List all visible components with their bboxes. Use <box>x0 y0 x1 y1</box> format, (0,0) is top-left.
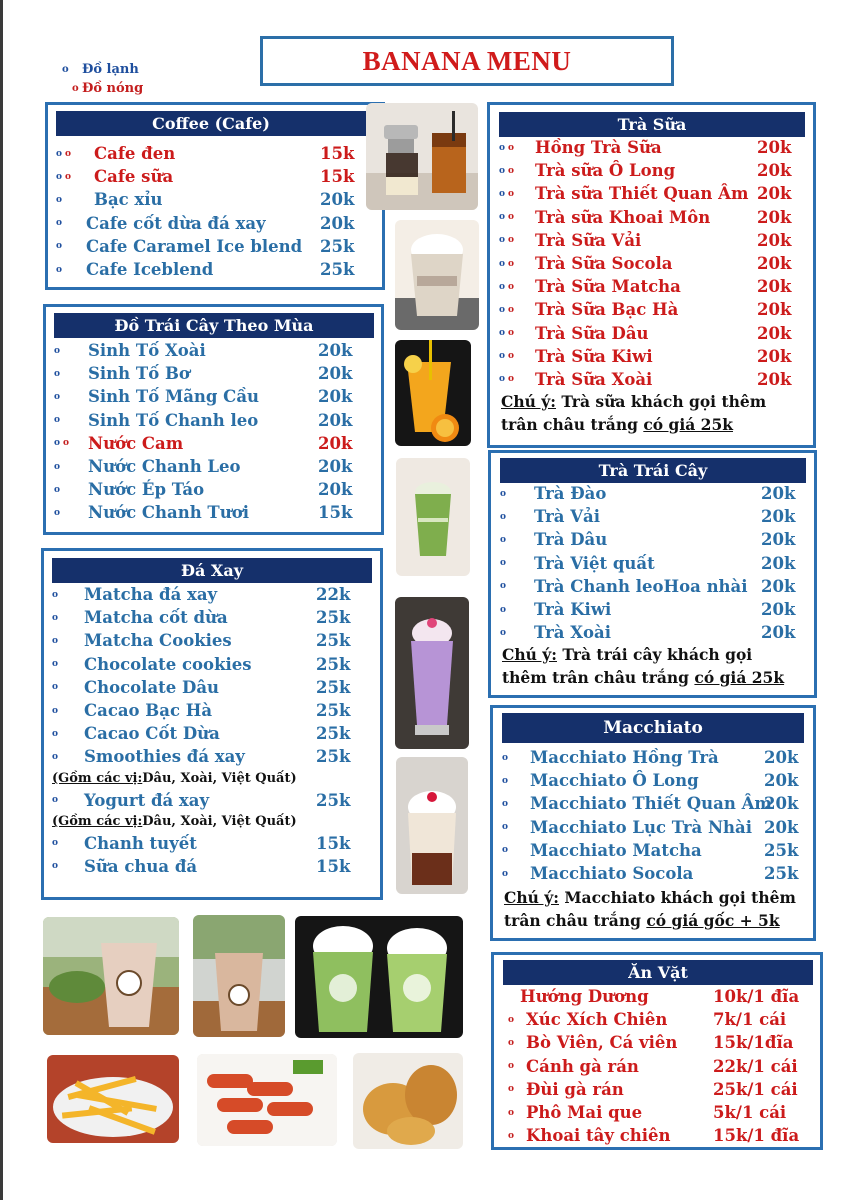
item-price: 20k <box>761 484 796 504</box>
layered-drink-photo <box>396 757 468 894</box>
menu-item <box>56 188 376 211</box>
milk-tea-cup-photo-2 <box>193 915 285 1037</box>
menu-item <box>54 501 374 524</box>
flavor-note <box>52 769 372 789</box>
item-price: 20k <box>764 794 799 814</box>
note-text: thêm trân châu trắng <box>502 668 695 687</box>
item-name: Chanh tuyết <box>84 833 197 853</box>
tra-trai-cay-section <box>488 450 817 698</box>
item-price: 25k <box>316 747 351 767</box>
cold-dot-icon: o <box>52 795 59 806</box>
cold-dot-icon: o <box>502 752 509 763</box>
page-edge <box>0 0 3 1200</box>
flavor-note-text: Dâu, Xoài, Việt Quất) <box>142 771 297 786</box>
an-vat-section <box>491 952 823 1150</box>
item-price: 20k <box>318 480 353 500</box>
item-price: 20k <box>757 230 792 250</box>
item-name: Trà Sữa Socola <box>535 254 673 274</box>
menu-item <box>499 322 809 345</box>
item-price: 5k/1 cái <box>713 1103 787 1123</box>
legend-cold <box>62 60 143 79</box>
item-name: Smoothies đá xay <box>84 747 245 767</box>
cream-drink-photo <box>395 220 479 330</box>
hot-dot-icon: o <box>508 1037 515 1048</box>
menu-item <box>508 1008 818 1031</box>
menu-item <box>500 482 810 505</box>
fruit-header: Đồ Trái Cây Theo Mùa <box>54 313 374 338</box>
cold-hot-dots-icon: o o <box>499 142 515 153</box>
matcha-cups-photo <box>295 916 463 1038</box>
item-name: Sinh Tố Bơ <box>88 364 190 384</box>
menu-title: BANANA MENU <box>362 45 572 76</box>
cold-dot-icon: o <box>500 534 507 545</box>
menu-item <box>502 792 812 815</box>
cold-dot-icon: o <box>500 604 507 615</box>
menu-item <box>502 862 812 885</box>
item-price: 15k <box>320 167 355 187</box>
item-name: Trà Vải <box>534 507 600 527</box>
item-name: Macchiato Matcha <box>530 840 702 860</box>
an-vat-header: Ăn Vặt <box>503 960 813 985</box>
menu-item <box>500 552 810 575</box>
item-price: 25k/1 cái <box>713 1079 798 1099</box>
item-price: 20k <box>757 184 792 204</box>
cold-hot-dots-icon: o o <box>499 165 515 176</box>
menu-item <box>500 528 810 551</box>
item-name: Bò Viên, Cá viên <box>526 1033 678 1053</box>
cold-dot-icon: o <box>500 627 507 638</box>
item-name: Trà Sữa Bạc Hà <box>535 300 679 320</box>
item-price: 20k <box>757 300 792 320</box>
item-price: 20k <box>757 323 792 343</box>
item-name: Trà Sữa Vải <box>535 230 642 250</box>
item-price: 20k <box>318 410 353 430</box>
item-price: 25k <box>316 701 351 721</box>
note-text: trân châu trắng <box>501 415 644 434</box>
menu-item <box>499 252 809 275</box>
cold-dot-icon: o <box>54 415 61 426</box>
legend <box>62 60 143 98</box>
menu-item <box>500 598 810 621</box>
item-price: 20k <box>318 433 353 453</box>
menu-item <box>508 985 818 1008</box>
item-price: 20k <box>320 190 355 210</box>
cold-hot-dots-icon: o o <box>499 328 515 339</box>
item-name: Trà Xoài <box>534 623 611 643</box>
menu-item <box>499 136 809 159</box>
item-name: Cafe Iceblend <box>86 260 214 280</box>
menu-item <box>499 298 809 321</box>
hot-dot-icon: o <box>508 1084 515 1095</box>
cold-dot-icon: o <box>52 682 59 693</box>
menu-item <box>56 212 376 235</box>
menu-item <box>52 832 372 855</box>
cold-dot-icon: o <box>52 612 59 623</box>
item-name: Nước Chanh Tươi <box>88 503 249 523</box>
macchiato-section <box>490 705 816 941</box>
menu-item <box>54 478 374 501</box>
item-name: Cánh gà rán <box>526 1056 639 1076</box>
item-price: 15k/1 đĩa <box>713 1126 800 1146</box>
cold-dot-icon: o <box>502 798 509 809</box>
flavor-note-text: Dâu, Xoài, Việt Quất) <box>142 814 297 830</box>
cold-dot-icon: o <box>52 705 59 716</box>
coffee-list <box>56 142 376 281</box>
cold-dot-icon: o <box>52 861 59 872</box>
cold-hot-dots-icon: o o <box>499 188 515 199</box>
menu-item <box>508 1031 818 1054</box>
item-name: Trà sữa Khoai Môn <box>535 207 711 227</box>
cold-dot-icon: o <box>52 838 59 849</box>
item-price: 15k <box>316 833 351 853</box>
note-label: Chú ý: <box>501 392 556 411</box>
menu-item <box>52 606 372 629</box>
menu-item <box>502 746 812 769</box>
flavor-note <box>52 812 372 832</box>
tra-sua-list <box>499 136 809 391</box>
menu-item <box>52 653 372 676</box>
item-name: Phô Mai que <box>526 1103 643 1123</box>
item-name: Nước Chanh Leo <box>88 457 241 477</box>
note-text: trân châu trắng <box>504 911 647 930</box>
item-price: 20k <box>761 600 796 620</box>
item-price: 25k <box>320 260 355 280</box>
menu-item <box>54 362 374 385</box>
cold-dot-icon: o <box>56 264 63 275</box>
item-name: Cafe đen <box>94 144 176 164</box>
item-name: Hướng Dương <box>520 987 649 1007</box>
coffee-header: Coffee (Cafe) <box>56 111 366 136</box>
menu-item <box>52 699 372 722</box>
item-price: 20k <box>757 277 792 297</box>
item-price: 20k <box>761 530 796 550</box>
item-name: Bạc xỉu <box>94 190 163 210</box>
item-name: Matcha đá xay <box>84 585 218 605</box>
menu-item <box>508 1124 818 1147</box>
menu-item <box>499 159 809 182</box>
note-label: Chú ý: <box>502 645 557 664</box>
da-xay-header: Đá Xay <box>52 558 372 583</box>
note-text: Trà sữa khách gọi thêm <box>556 392 767 411</box>
tra-trai-cay-header: Trà Trái Cây <box>500 458 806 483</box>
cold-dot-icon: o <box>500 581 507 592</box>
cold-dot-icon: o <box>54 391 61 402</box>
item-name: Cacao Cốt Dừa <box>84 724 220 744</box>
sausages-photo <box>197 1054 337 1146</box>
item-price: 20k <box>318 364 353 384</box>
cold-hot-dots-icon: o o <box>56 171 72 182</box>
menu-item <box>52 789 372 812</box>
menu-item <box>508 1055 818 1078</box>
item-price: 25k <box>764 840 799 860</box>
item-name: Cafe cốt dừa đá xay <box>86 213 266 233</box>
legend-cold-label: Đồ lạnh <box>82 62 139 77</box>
menu-item <box>54 409 374 432</box>
menu-item <box>499 182 809 205</box>
cold-dot-icon: o <box>500 511 507 522</box>
menu-item <box>502 839 812 862</box>
macchiato-list <box>502 746 812 885</box>
cold-hot-dots-icon: o o <box>499 351 515 362</box>
flavor-note-label: (Gồm các vị: <box>52 814 143 830</box>
item-price: 20k <box>757 161 792 181</box>
note-text: Macchiato khách gọi thêm <box>559 888 796 907</box>
cold-dot-icon: o <box>56 194 63 205</box>
menu-item <box>54 455 374 478</box>
item-name: Cacao Bạc Hà <box>84 701 213 721</box>
item-price: 22k/1 cái <box>713 1056 798 1076</box>
menu-item <box>52 629 372 652</box>
item-name: Trà Việt quất <box>534 553 655 573</box>
item-price: 20k <box>318 341 353 361</box>
menu-item <box>52 855 372 878</box>
item-price: 15k <box>316 856 351 876</box>
item-price: 20k <box>757 207 792 227</box>
menu-item <box>52 676 372 699</box>
item-name: Trà Sữa Xoài <box>535 369 653 389</box>
item-name: Macchiato Thiết Quan Âm <box>530 794 772 814</box>
fruit-section <box>43 304 384 535</box>
menu-item <box>52 745 372 768</box>
cold-dot-icon: o <box>502 868 509 879</box>
menu-item <box>500 621 810 644</box>
item-price: 25k <box>316 790 351 810</box>
item-price: 20k <box>320 213 355 233</box>
cold-dot-icon: o <box>52 635 59 646</box>
menu-item <box>500 505 810 528</box>
note-text: Trà trái cây khách gọi <box>557 645 753 664</box>
tra-sua-section <box>487 102 816 448</box>
fruit-list <box>54 339 374 525</box>
item-name: Chocolate Dâu <box>84 677 220 697</box>
cold-dot-icon: o <box>500 558 507 569</box>
cold-dot-icon: o <box>56 241 63 252</box>
item-price: 25k <box>316 654 351 674</box>
item-name: Cafe Caramel Ice blend <box>86 236 303 256</box>
item-name: Macchiato Lục Trà Nhài <box>530 817 753 837</box>
menu-item <box>500 575 810 598</box>
cold-dot-icon: o <box>54 368 61 379</box>
item-price: 20k <box>761 553 796 573</box>
tra-trai-cay-list <box>500 482 810 644</box>
hot-dot-icon: o <box>508 1014 515 1025</box>
cold-dot-icon: o <box>52 728 59 739</box>
item-name: Sinh Tố Chanh leo <box>88 410 259 430</box>
menu-item <box>499 229 809 252</box>
hot-dot-icon: o <box>508 1130 515 1141</box>
item-price: 25k <box>320 236 355 256</box>
cold-hot-dots-icon: o o <box>54 438 70 449</box>
menu-item <box>54 339 374 362</box>
item-name: Matcha Cookies <box>84 631 232 651</box>
item-price: 7k/1 cái <box>713 1010 787 1030</box>
item-price: 20k <box>761 576 796 596</box>
cold-dot-icon: o <box>52 589 59 600</box>
item-price: 25k <box>316 608 351 628</box>
item-name: Sinh Tố Xoài <box>88 341 206 361</box>
item-name: Sữa chua đá <box>84 856 198 876</box>
cold-dot-icon: o <box>52 751 59 762</box>
cold-hot-dots-icon: o o <box>499 304 515 315</box>
item-name: Hồng Trà Sữa <box>535 138 662 158</box>
matcha-drink-photo <box>396 458 470 576</box>
item-name: Yogurt đá xay <box>84 790 210 810</box>
item-price: 15k/1đĩa <box>713 1033 794 1053</box>
item-price: 15k <box>320 144 355 164</box>
item-price: 20k <box>757 369 792 389</box>
cold-hot-dots-icon: o o <box>499 258 515 269</box>
menu-item <box>54 385 374 408</box>
cold-dot-icon: o <box>500 488 507 499</box>
menu-item <box>508 1101 818 1124</box>
item-price: 25k <box>316 631 351 651</box>
menu-item <box>502 769 812 792</box>
cold-dot-icon: o <box>502 822 509 833</box>
item-price: 10k/1 đĩa <box>713 987 800 1007</box>
item-name: Trà sữa Thiết Quan Âm <box>535 184 749 204</box>
item-name: Trà Đào <box>534 484 607 504</box>
legend-hot-label: Đồ nóng <box>82 81 144 96</box>
item-name: Trà Chanh leoHoa nhài <box>534 576 748 596</box>
item-name: Xúc Xích Chiên <box>526 1010 668 1030</box>
item-name: Trà Sữa Kiwi <box>535 346 653 366</box>
menu-item <box>52 583 372 606</box>
item-price: 20k <box>761 623 796 643</box>
menu-item <box>508 1078 818 1101</box>
cold-dot-icon: o <box>54 345 61 356</box>
cold-dot-icon: o <box>52 659 59 670</box>
note-price: có giá 25k <box>694 668 785 687</box>
note-price: có giá 25k <box>643 415 733 434</box>
note-price: có giá gốc + 5k <box>646 911 780 930</box>
legend-hot <box>62 79 143 98</box>
item-name: Đùi gà rán <box>526 1079 624 1099</box>
cold-hot-dots-icon: o o <box>499 281 515 292</box>
menu-item <box>56 258 376 281</box>
menu-item <box>52 722 372 745</box>
item-name: Nước Ép Táo <box>88 480 205 500</box>
hot-dot-icon: o <box>508 1107 515 1118</box>
cold-hot-dots-icon: o o <box>499 212 515 223</box>
purple-smoothie-photo <box>395 597 469 749</box>
note-label: Chú ý: <box>504 888 559 907</box>
cold-hot-dots-icon: o o <box>499 374 515 385</box>
milk-tea-cup-photo-1 <box>43 917 179 1035</box>
cold-dot-icon: o <box>502 775 509 786</box>
fried-chicken-photo <box>353 1053 463 1149</box>
hot-dot-icon: o <box>72 83 79 94</box>
hot-dot-icon: o <box>508 1061 515 1072</box>
menu-item <box>502 816 812 839</box>
tra-sua-note <box>501 390 766 436</box>
an-vat-list <box>508 985 818 1147</box>
cold-dot-icon: o <box>54 484 61 495</box>
item-name: Trà sữa Ô Long <box>535 161 676 181</box>
item-name: Chocolate cookies <box>84 654 252 674</box>
menu-item <box>56 235 376 258</box>
item-price: 20k <box>764 748 799 768</box>
french-fries-photo <box>47 1055 179 1143</box>
cold-dot-icon: o <box>62 64 69 75</box>
coffee-photo <box>366 103 478 210</box>
item-name: Trà Sữa Matcha <box>535 277 681 297</box>
menu-item <box>499 345 809 368</box>
item-name: Cafe sữa <box>94 167 174 187</box>
item-price: 25k <box>764 864 799 884</box>
item-price: 20k <box>318 457 353 477</box>
item-name: Trà Dâu <box>534 530 608 550</box>
menu-item <box>499 275 809 298</box>
item-name: Macchiato Socola <box>530 864 694 884</box>
menu-item <box>499 368 809 391</box>
cold-dot-icon: o <box>56 218 63 229</box>
item-name: Trà Kiwi <box>534 600 612 620</box>
item-price: 25k <box>316 677 351 697</box>
macchiato-header: Macchiato <box>502 713 804 743</box>
item-name: Matcha cốt dừa <box>84 608 228 628</box>
menu-item <box>56 142 376 165</box>
tra-trai-cay-note <box>502 643 784 689</box>
cold-hot-dots-icon: o o <box>56 148 72 159</box>
item-price: 20k <box>761 507 796 527</box>
item-name: Sinh Tố Mãng Cầu <box>88 387 260 407</box>
item-price: 20k <box>757 254 792 274</box>
menu-item <box>56 165 376 188</box>
menu-item <box>499 206 809 229</box>
item-price: 22k <box>316 585 351 605</box>
item-price: 20k <box>764 817 799 837</box>
item-price: 20k <box>757 346 792 366</box>
tra-sua-header: Trà Sữa <box>499 112 805 137</box>
item-name: Macchiato Hồng Trà <box>530 748 719 768</box>
cold-dot-icon: o <box>54 507 61 518</box>
macchiato-note <box>504 886 796 932</box>
menu-title-box <box>260 36 674 86</box>
item-price: 20k <box>757 138 792 158</box>
da-xay-section <box>41 548 383 900</box>
cold-dot-icon: o <box>502 845 509 856</box>
item-price: 25k <box>316 724 351 744</box>
orange-juice-photo <box>395 340 471 446</box>
item-price: 20k <box>764 771 799 791</box>
item-name: Macchiato Ô Long <box>530 771 699 791</box>
item-price: 15k <box>318 503 353 523</box>
coffee-section <box>45 102 385 290</box>
da-xay-list <box>52 583 372 878</box>
cold-dot-icon: o <box>54 461 61 472</box>
item-name: Trà Sữa Dâu <box>535 323 649 343</box>
menu-item <box>54 432 374 455</box>
item-price: 20k <box>318 387 353 407</box>
flavor-note-label: (Gồm các vị: <box>52 771 143 786</box>
cold-hot-dots-icon: o o <box>499 235 515 246</box>
item-name: Khoai tây chiên <box>526 1126 671 1146</box>
item-name: Nước Cam <box>88 433 184 453</box>
